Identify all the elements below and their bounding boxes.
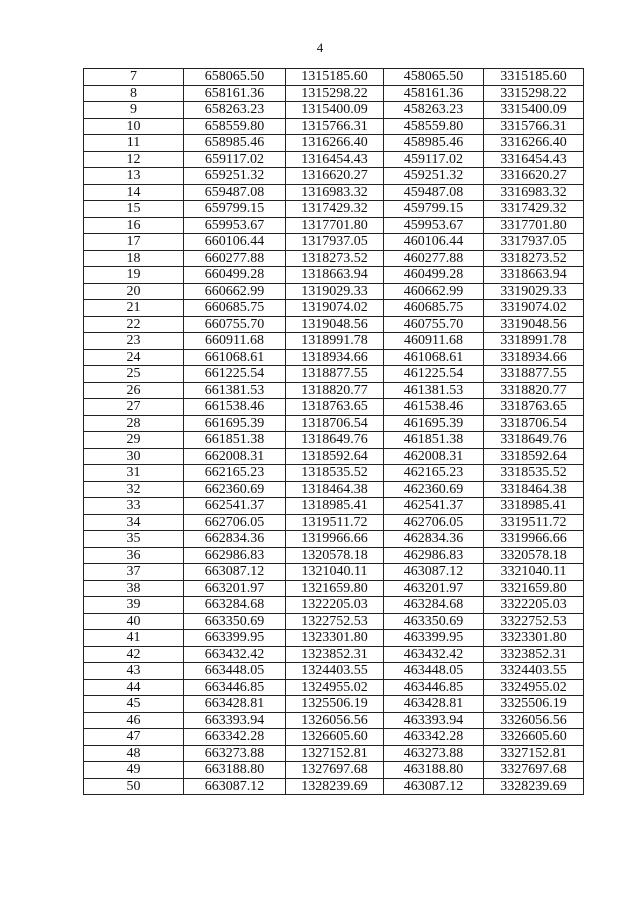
coord-y2-cell: 3316620.27	[484, 168, 584, 185]
point-number-cell: 39	[84, 597, 184, 614]
point-number-cell: 34	[84, 514, 184, 531]
coord-x1-cell: 661695.39	[184, 415, 286, 432]
point-number-cell: 19	[84, 267, 184, 284]
point-number-cell: 45	[84, 696, 184, 713]
table-row	[84, 547, 584, 564]
coord-x1-cell: 663350.69	[184, 613, 286, 630]
coord-y2-cell: 3319048.56	[484, 316, 584, 333]
point-number-cell: 47	[84, 729, 184, 746]
table-row	[84, 481, 584, 498]
coord-x2-cell: 458065.50	[384, 69, 484, 86]
table-row	[84, 564, 584, 581]
point-number-cell: 27	[84, 399, 184, 416]
coord-y1-cell: 1319511.72	[286, 514, 384, 531]
coord-x2-cell: 459953.67	[384, 217, 484, 234]
coord-y1-cell: 1316266.40	[286, 135, 384, 152]
coord-x2-cell: 463188.80	[384, 762, 484, 779]
point-number-cell: 41	[84, 630, 184, 647]
table-row	[84, 168, 584, 185]
coord-x1-cell: 661381.53	[184, 382, 286, 399]
coord-x2-cell: 461695.39	[384, 415, 484, 432]
table-row	[84, 184, 584, 201]
coord-y2-cell: 3321040.11	[484, 564, 584, 581]
coord-y1-cell: 1318535.52	[286, 465, 384, 482]
coord-y1-cell: 1315766.31	[286, 118, 384, 135]
table-row	[84, 712, 584, 729]
coord-y1-cell: 1318706.54	[286, 415, 384, 432]
coord-x2-cell: 460911.68	[384, 333, 484, 350]
coord-x2-cell: 458985.46	[384, 135, 484, 152]
table-row	[84, 267, 584, 284]
coord-x1-cell: 663399.95	[184, 630, 286, 647]
coord-y1-cell: 1318649.76	[286, 432, 384, 449]
coord-y1-cell: 1322752.53	[286, 613, 384, 630]
coord-x2-cell: 459487.08	[384, 184, 484, 201]
coord-y2-cell: 3316266.40	[484, 135, 584, 152]
coord-x1-cell: 658161.36	[184, 85, 286, 102]
coord-y2-cell: 3319074.02	[484, 300, 584, 317]
table-row	[84, 432, 584, 449]
coord-x1-cell: 660685.75	[184, 300, 286, 317]
coord-y1-cell: 1317937.05	[286, 234, 384, 251]
coord-x1-cell: 659117.02	[184, 151, 286, 168]
coord-x1-cell: 663284.68	[184, 597, 286, 614]
table-row	[84, 679, 584, 696]
point-number-cell: 13	[84, 168, 184, 185]
coord-x1-cell: 662008.31	[184, 448, 286, 465]
coord-y1-cell: 1318934.66	[286, 349, 384, 366]
table-row	[84, 283, 584, 300]
table-row	[84, 366, 584, 383]
point-number-cell: 46	[84, 712, 184, 729]
coord-x2-cell: 463399.95	[384, 630, 484, 647]
coord-x2-cell: 462834.36	[384, 531, 484, 548]
coord-x2-cell: 463201.97	[384, 580, 484, 597]
coord-y1-cell: 1328239.69	[286, 778, 384, 795]
table-row	[84, 630, 584, 647]
coord-y2-cell: 3315298.22	[484, 85, 584, 102]
point-number-cell: 11	[84, 135, 184, 152]
coord-x1-cell: 659251.32	[184, 168, 286, 185]
coord-x1-cell: 660106.44	[184, 234, 286, 251]
table-row	[84, 217, 584, 234]
coord-y2-cell: 3328239.69	[484, 778, 584, 795]
coord-y1-cell: 1326605.60	[286, 729, 384, 746]
coord-x1-cell: 660662.99	[184, 283, 286, 300]
point-number-cell: 50	[84, 778, 184, 795]
point-number-cell: 32	[84, 481, 184, 498]
table-row	[84, 498, 584, 515]
coord-y1-cell: 1324955.02	[286, 679, 384, 696]
coord-x2-cell: 463087.12	[384, 564, 484, 581]
coord-x2-cell: 463087.12	[384, 778, 484, 795]
coord-y2-cell: 3316454.43	[484, 151, 584, 168]
point-number-cell: 25	[84, 366, 184, 383]
coord-x1-cell: 658985.46	[184, 135, 286, 152]
coord-y2-cell: 3318934.66	[484, 349, 584, 366]
table-row	[84, 151, 584, 168]
coord-x2-cell: 460685.75	[384, 300, 484, 317]
point-number-cell: 16	[84, 217, 184, 234]
table-row	[84, 349, 584, 366]
table-row	[84, 250, 584, 267]
coord-x2-cell: 460499.28	[384, 267, 484, 284]
coord-x2-cell: 463428.81	[384, 696, 484, 713]
point-number-cell: 12	[84, 151, 184, 168]
point-number-cell: 42	[84, 646, 184, 663]
coord-y2-cell: 3318464.38	[484, 481, 584, 498]
coord-y2-cell: 3327697.68	[484, 762, 584, 779]
coord-y2-cell: 3325506.19	[484, 696, 584, 713]
coord-x1-cell: 663393.94	[184, 712, 286, 729]
coord-y1-cell: 1323852.31	[286, 646, 384, 663]
point-number-cell: 7	[84, 69, 184, 86]
table-row	[84, 597, 584, 614]
coord-x1-cell: 661068.61	[184, 349, 286, 366]
coord-y2-cell: 3321659.80	[484, 580, 584, 597]
point-number-cell: 30	[84, 448, 184, 465]
coord-y2-cell: 3318991.78	[484, 333, 584, 350]
point-number-cell: 37	[84, 564, 184, 581]
coord-y2-cell: 3318763.65	[484, 399, 584, 416]
coord-x2-cell: 462706.05	[384, 514, 484, 531]
coord-x1-cell: 663342.28	[184, 729, 286, 746]
coord-y1-cell: 1318991.78	[286, 333, 384, 350]
coord-y1-cell: 1318985.41	[286, 498, 384, 515]
point-number-cell: 44	[84, 679, 184, 696]
coord-x2-cell: 462360.69	[384, 481, 484, 498]
coord-y1-cell: 1322205.03	[286, 597, 384, 614]
coord-x2-cell: 463393.94	[384, 712, 484, 729]
table-row	[84, 663, 584, 680]
coord-y2-cell: 3318535.52	[484, 465, 584, 482]
coordinates-table-body	[84, 69, 584, 795]
coord-x1-cell: 662706.05	[184, 514, 286, 531]
table-row	[84, 333, 584, 350]
point-number-cell: 8	[84, 85, 184, 102]
point-number-cell: 23	[84, 333, 184, 350]
coord-x2-cell: 462008.31	[384, 448, 484, 465]
point-number-cell: 33	[84, 498, 184, 515]
table-row	[84, 613, 584, 630]
coord-y2-cell: 3322752.53	[484, 613, 584, 630]
coord-y2-cell: 3317429.32	[484, 201, 584, 218]
coord-x2-cell: 458559.80	[384, 118, 484, 135]
coord-y1-cell: 1319966.66	[286, 531, 384, 548]
coord-x1-cell: 661538.46	[184, 399, 286, 416]
coord-y1-cell: 1327152.81	[286, 745, 384, 762]
point-number-cell: 40	[84, 613, 184, 630]
coord-y1-cell: 1318663.94	[286, 267, 384, 284]
point-number-cell: 20	[84, 283, 184, 300]
table-row	[84, 465, 584, 482]
coord-x1-cell: 658065.50	[184, 69, 286, 86]
coord-y1-cell: 1315400.09	[286, 102, 384, 119]
coord-y1-cell: 1325506.19	[286, 696, 384, 713]
coord-y2-cell: 3319029.33	[484, 283, 584, 300]
point-number-cell: 29	[84, 432, 184, 449]
coord-x2-cell: 463273.88	[384, 745, 484, 762]
coord-x2-cell: 460277.88	[384, 250, 484, 267]
coord-y1-cell: 1319048.56	[286, 316, 384, 333]
point-number-cell: 48	[84, 745, 184, 762]
coord-x2-cell: 461381.53	[384, 382, 484, 399]
coord-y2-cell: 3318649.76	[484, 432, 584, 449]
coord-y2-cell: 3317701.80	[484, 217, 584, 234]
coord-y2-cell: 3317937.05	[484, 234, 584, 251]
coord-y2-cell: 3318273.52	[484, 250, 584, 267]
coord-x1-cell: 662165.23	[184, 465, 286, 482]
table-row	[84, 300, 584, 317]
coord-y2-cell: 3318592.64	[484, 448, 584, 465]
coord-y2-cell: 3319511.72	[484, 514, 584, 531]
coord-y2-cell: 3315400.09	[484, 102, 584, 119]
table-row	[84, 135, 584, 152]
coord-x2-cell: 463446.85	[384, 679, 484, 696]
table-row	[84, 580, 584, 597]
coord-x2-cell: 461225.54	[384, 366, 484, 383]
coord-y1-cell: 1318763.65	[286, 399, 384, 416]
coord-y2-cell: 3315185.60	[484, 69, 584, 86]
table-row	[84, 234, 584, 251]
coord-x2-cell: 458263.23	[384, 102, 484, 119]
coord-x2-cell: 462165.23	[384, 465, 484, 482]
coord-x1-cell: 663087.12	[184, 778, 286, 795]
coord-y2-cell: 3324403.55	[484, 663, 584, 680]
coord-x2-cell: 463448.05	[384, 663, 484, 680]
coord-y2-cell: 3324955.02	[484, 679, 584, 696]
point-number-cell: 28	[84, 415, 184, 432]
point-number-cell: 38	[84, 580, 184, 597]
coord-x1-cell: 663273.88	[184, 745, 286, 762]
coord-x1-cell: 660755.70	[184, 316, 286, 333]
coord-x2-cell: 459117.02	[384, 151, 484, 168]
coord-y1-cell: 1315298.22	[286, 85, 384, 102]
coord-x1-cell: 663432.42	[184, 646, 286, 663]
coord-y1-cell: 1316454.43	[286, 151, 384, 168]
table-row	[84, 448, 584, 465]
coord-y2-cell: 3320578.18	[484, 547, 584, 564]
coord-x2-cell: 463432.42	[384, 646, 484, 663]
coord-y1-cell: 1318820.77	[286, 382, 384, 399]
point-number-cell: 18	[84, 250, 184, 267]
coord-x1-cell: 659487.08	[184, 184, 286, 201]
table-row	[84, 316, 584, 333]
coord-y2-cell: 3319966.66	[484, 531, 584, 548]
table-row	[84, 102, 584, 119]
coord-y2-cell: 3326605.60	[484, 729, 584, 746]
point-number-cell: 9	[84, 102, 184, 119]
coord-y1-cell: 1321659.80	[286, 580, 384, 597]
coord-x2-cell: 461851.38	[384, 432, 484, 449]
coord-x1-cell: 660499.28	[184, 267, 286, 284]
coord-x2-cell: 462541.37	[384, 498, 484, 515]
coord-x1-cell: 663087.12	[184, 564, 286, 581]
coord-x1-cell: 659953.67	[184, 217, 286, 234]
coord-x2-cell: 463284.68	[384, 597, 484, 614]
point-number-cell: 14	[84, 184, 184, 201]
page-number: 4	[316, 40, 324, 55]
coord-y1-cell: 1323301.80	[286, 630, 384, 647]
coord-y1-cell: 1315185.60	[286, 69, 384, 86]
coord-x1-cell: 663448.05	[184, 663, 286, 680]
table-row	[84, 69, 584, 86]
coord-x1-cell: 662541.37	[184, 498, 286, 515]
point-number-cell: 31	[84, 465, 184, 482]
coord-x1-cell: 662360.69	[184, 481, 286, 498]
point-number-cell: 26	[84, 382, 184, 399]
coord-x2-cell: 461068.61	[384, 349, 484, 366]
point-number-cell: 49	[84, 762, 184, 779]
table-row	[84, 201, 584, 218]
coord-x2-cell: 462986.83	[384, 547, 484, 564]
coord-y1-cell: 1319029.33	[286, 283, 384, 300]
coord-x1-cell: 661851.38	[184, 432, 286, 449]
table-row	[84, 399, 584, 416]
table-row	[84, 646, 584, 663]
coord-x2-cell: 460662.99	[384, 283, 484, 300]
coord-x2-cell: 460106.44	[384, 234, 484, 251]
table-row	[84, 729, 584, 746]
coord-y1-cell: 1321040.11	[286, 564, 384, 581]
coord-x1-cell: 660277.88	[184, 250, 286, 267]
coord-y2-cell: 3316983.32	[484, 184, 584, 201]
table-row	[84, 382, 584, 399]
coord-y2-cell: 3318985.41	[484, 498, 584, 515]
coord-y1-cell: 1316983.32	[286, 184, 384, 201]
table-row	[84, 118, 584, 135]
coord-x1-cell: 658559.80	[184, 118, 286, 135]
table-row	[84, 762, 584, 779]
coord-y2-cell: 3323301.80	[484, 630, 584, 647]
coord-y1-cell: 1317429.32	[286, 201, 384, 218]
coord-x1-cell: 661225.54	[184, 366, 286, 383]
point-number-cell: 43	[84, 663, 184, 680]
coord-y2-cell: 3326056.56	[484, 712, 584, 729]
point-number-cell: 15	[84, 201, 184, 218]
coord-y1-cell: 1318877.55	[286, 366, 384, 383]
coord-x1-cell: 662986.83	[184, 547, 286, 564]
coord-x2-cell: 460755.70	[384, 316, 484, 333]
coord-x2-cell: 463350.69	[384, 613, 484, 630]
coord-y1-cell: 1318464.38	[286, 481, 384, 498]
point-number-cell: 24	[84, 349, 184, 366]
point-number-cell: 36	[84, 547, 184, 564]
point-number-cell: 35	[84, 531, 184, 548]
coord-y1-cell: 1318273.52	[286, 250, 384, 267]
coord-y1-cell: 1326056.56	[286, 712, 384, 729]
coord-x2-cell: 463342.28	[384, 729, 484, 746]
coord-x1-cell: 663428.81	[184, 696, 286, 713]
table-row	[84, 514, 584, 531]
coord-y2-cell: 3323852.31	[484, 646, 584, 663]
coord-y2-cell: 3318706.54	[484, 415, 584, 432]
point-number-cell: 10	[84, 118, 184, 135]
coord-y1-cell: 1316620.27	[286, 168, 384, 185]
coord-y2-cell: 3318877.55	[484, 366, 584, 383]
coord-x1-cell: 658263.23	[184, 102, 286, 119]
point-number-cell: 22	[84, 316, 184, 333]
coord-x2-cell: 459799.15	[384, 201, 484, 218]
coord-y2-cell: 3318820.77	[484, 382, 584, 399]
coord-x1-cell: 663188.80	[184, 762, 286, 779]
coord-x1-cell: 663201.97	[184, 580, 286, 597]
coordinates-table	[83, 68, 584, 795]
coord-y1-cell: 1327697.68	[286, 762, 384, 779]
coord-y1-cell: 1318592.64	[286, 448, 384, 465]
coord-y1-cell: 1319074.02	[286, 300, 384, 317]
table-row	[84, 696, 584, 713]
table-row	[84, 531, 584, 548]
coord-x1-cell: 659799.15	[184, 201, 286, 218]
coord-y2-cell: 3318663.94	[484, 267, 584, 284]
table-row	[84, 745, 584, 762]
coord-y2-cell: 3327152.81	[484, 745, 584, 762]
coord-y1-cell: 1324403.55	[286, 663, 384, 680]
coord-x2-cell: 458161.36	[384, 85, 484, 102]
coord-y2-cell: 3322205.03	[484, 597, 584, 614]
coord-x1-cell: 660911.68	[184, 333, 286, 350]
table-row	[84, 415, 584, 432]
table-row	[84, 85, 584, 102]
coord-x1-cell: 662834.36	[184, 531, 286, 548]
table-row	[84, 778, 584, 795]
coord-x1-cell: 663446.85	[184, 679, 286, 696]
coord-y1-cell: 1317701.80	[286, 217, 384, 234]
coord-y1-cell: 1320578.18	[286, 547, 384, 564]
point-number-cell: 21	[84, 300, 184, 317]
point-number-cell: 17	[84, 234, 184, 251]
coord-x2-cell: 459251.32	[384, 168, 484, 185]
coord-y2-cell: 3315766.31	[484, 118, 584, 135]
coord-x2-cell: 461538.46	[384, 399, 484, 416]
